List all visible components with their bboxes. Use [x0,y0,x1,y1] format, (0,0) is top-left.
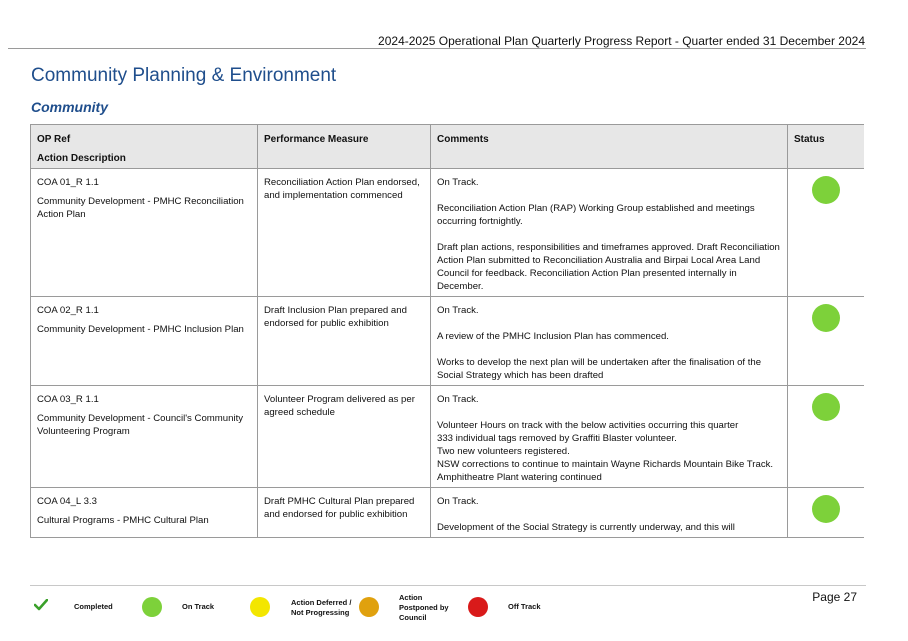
comment-line: On Track. [437,305,479,316]
action-description: Community Development - Council's Community Volunteering Program [37,413,244,437]
comment-line: Amphitheatre Plant watering continued [437,472,602,483]
status-indicator-on-track [812,393,840,421]
op-ref: COA 04_L 3.3 [37,496,97,507]
table-row [31,169,865,297]
table-header-row [31,125,865,169]
comment-paragraph [437,393,781,406]
comment-paragraph [437,304,781,317]
table-body [31,169,865,538]
op-ref-cell [31,297,258,386]
performance-measure-cell: Volunteer Program delivered as per agreed schedule [258,386,431,488]
op-ref-cell [31,488,258,538]
comment-line: Reconciliation Action Plan (RAP) Working Group established and meetings occurring fortnightly. [437,203,755,227]
status-cell [788,169,865,297]
comment-paragraph [437,241,781,293]
performance-measure-cell: Draft Inclusion Plan prepared and endorsed for public exhibition [258,297,431,386]
performance-measure-cell: Reconciliation Action Plan endorsed, and implementation commenced [258,169,431,297]
action-description: Community Development - PMHC Reconciliation Action Plan [37,196,244,220]
performance-measure-cell: Draft PMHC Cultural Plan prepared and endorsed for public exhibition [258,488,431,538]
status-legend [34,594,594,624]
status-cell [788,297,865,386]
op-ref-cell [31,169,258,297]
op-ref-cell [31,386,258,488]
comment-line: A review of the PMHC Inclusion Plan has commenced. [437,331,669,342]
status-cell [788,386,865,488]
legend-off-track-label: Off Track [508,602,541,611]
header-op-ref-label: OP Ref [37,134,71,145]
header-comments: Comments [431,125,788,169]
legend-deferred-dot [250,597,270,617]
comment-paragraph [437,521,781,534]
comment-line: On Track. [437,394,479,405]
footer-divider [30,585,866,586]
comment-paragraph [437,356,781,382]
action-description: Cultural Programs - PMHC Cultural Plan [37,515,209,526]
table-row [31,297,865,386]
progress-table [30,124,864,538]
status-indicator-on-track [812,176,840,204]
comment-paragraph [437,202,781,228]
comment-line: 333 individual tags removed by Graffiti Blaster volunteer. [437,433,677,444]
comment-paragraph [437,419,781,484]
comment-paragraph [437,176,781,189]
action-description: Community Development - PMHC Inclusion Plan [37,324,244,335]
comments-cell [431,297,788,386]
comment-line: Development of the Social Strategy is currently underway, and this will [437,522,735,533]
comment-line: On Track. [437,496,479,507]
table-row [31,488,865,538]
header-divider [8,48,866,49]
status-indicator-on-track [812,495,840,523]
comment-line: Volunteer Hours on track with the below activities occurring this quarter [437,420,739,431]
comment-line: On Track. [437,177,479,188]
comment-line: NSW corrections to continue to maintain Wayne Richards Mountain Bike Track. [437,459,774,470]
legend-off-track-dot [468,597,488,617]
section-title: Community Planning & Environment [31,65,337,86]
comments-cell [431,169,788,297]
comment-line: Works to develop the next plan will be undertaken after the finalisation of the Social Strategy which has been drafted [437,357,762,381]
status-indicator-on-track [812,304,840,332]
comment-line: Two new volunteers registered. [437,446,570,457]
op-ref: COA 03_R 1.1 [37,394,99,405]
checkmark-icon [34,599,48,611]
legend-postponed-dot [359,597,379,617]
table-row [31,386,865,488]
page-number: Page 27 [812,590,857,604]
legend-on-track-label: On Track [182,602,215,611]
legend-deferred-label: Action Deferred / Not Progressing [291,598,352,617]
report-header-title: 2024-2025 Operational Plan Quarterly Progress Report - Quarter ended 31 December 2024 [378,34,865,48]
status-cell [788,488,865,538]
comments-cell [431,386,788,488]
legend-completed-label: Completed [74,602,113,611]
header-performance-measure: Performance Measure [258,125,431,169]
legend-on-track-dot [142,597,162,617]
subsection-title: Community [31,99,108,115]
header-op-ref [31,125,258,169]
header-status: Status [788,125,865,169]
comment-paragraph [437,495,781,508]
legend-postponed-label: Action Postponed by Council [399,593,449,622]
comment-line: Draft plan actions, responsibilities and timeframes approved. Draft Reconciliation Action Plan submitted to Reconciliation Australia and Birpai Local Area Land Council for feedback. Reconciliation Action Plan presented internally in December. [437,242,780,292]
comments-cell [431,488,788,538]
header-action-description-label: Action Description [37,153,126,164]
op-ref: COA 01_R 1.1 [37,177,99,188]
progress-table-container [30,124,864,546]
comment-paragraph [437,330,781,343]
op-ref: COA 02_R 1.1 [37,305,99,316]
